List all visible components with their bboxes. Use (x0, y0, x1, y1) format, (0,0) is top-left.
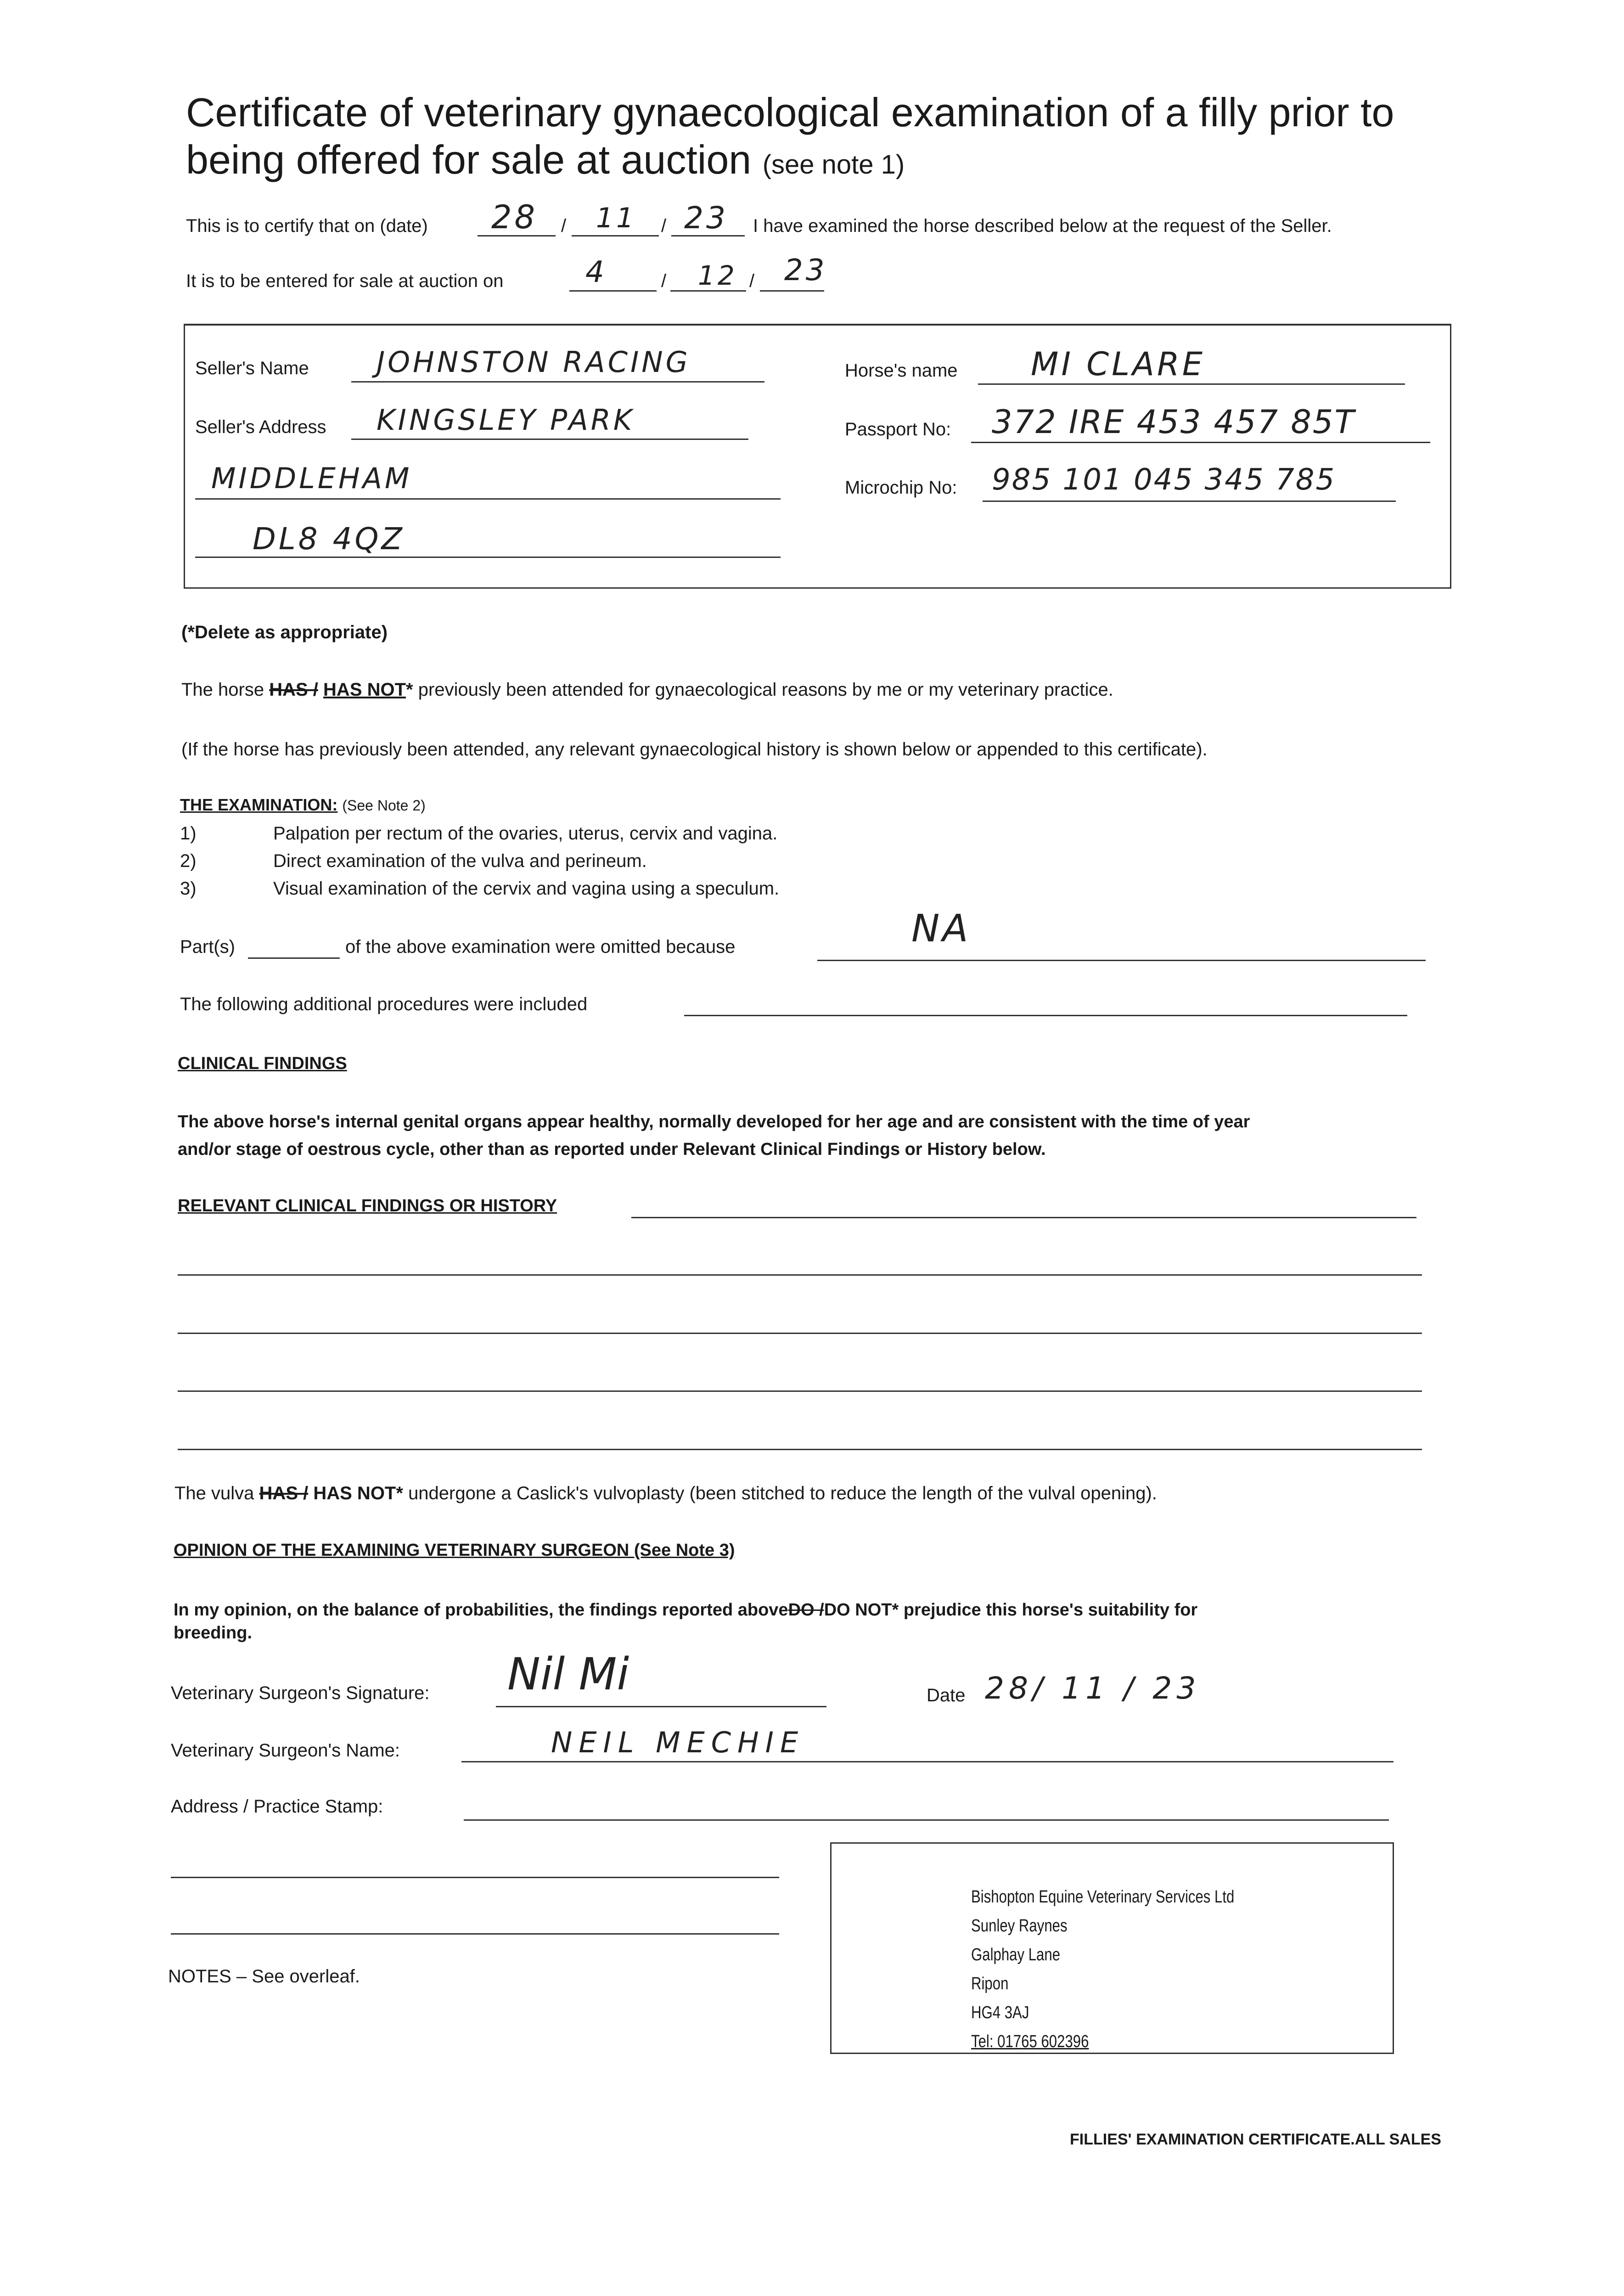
auction-year: 23 (784, 253, 827, 287)
stamp-line-2: Sunley Raynes (971, 1916, 1068, 1936)
vulva-prefix: The vulva (174, 1483, 254, 1503)
title-line-2 (186, 137, 905, 188)
practice-stamp-text (971, 1883, 1234, 2056)
parts-label: Part(s) (180, 937, 235, 957)
parts-line (248, 957, 340, 959)
vulva-star: * (396, 1483, 403, 1503)
horse-name-line (978, 383, 1405, 385)
date-value: 28/ 11 / 23 (985, 1671, 1201, 1706)
auction-day-line (569, 290, 657, 292)
address-line-2 (171, 1877, 779, 1878)
examination-heading-row (180, 795, 426, 815)
relevant-line-2 (178, 1333, 1422, 1334)
exam-item-2-text: Direct examination of the vulva and perineum. (273, 851, 647, 871)
exam-item-2-num: 2) (180, 851, 197, 871)
additional-label: The following additional procedures were included (180, 994, 588, 1014)
microchip-line (983, 501, 1396, 502)
omitted-line (817, 960, 1426, 961)
surgeon-name-line (461, 1761, 1394, 1762)
title-line-1: Certificate of veterinary gynaecological examination of a filly prior to (186, 90, 1394, 135)
seller-name-label: Seller's Name (195, 358, 309, 378)
stamp-line-3: Galphay Lane (971, 1945, 1061, 1964)
exam-item-3-num: 3) (180, 878, 197, 899)
date-label: Date (927, 1685, 966, 1705)
certify-suffix: I have examined the horse described below at the request of the Seller. (753, 216, 1332, 236)
certify-year: 23 (684, 200, 728, 236)
auction-sep-1: / (661, 271, 667, 291)
attended-struck: HAS / (269, 680, 318, 700)
attended-kept: HAS NOT (323, 680, 406, 700)
footer-text: FILLIES' EXAMINATION CERTIFICATE.ALL SALES (1070, 2131, 1441, 2148)
certify-month-line (572, 235, 659, 236)
certify-month: 11 (596, 202, 637, 234)
opinion-star: * (892, 1600, 899, 1620)
history-note: (If the horse has previously been attended, any relevant gynaecological history is shown below or appended to this certificate). (181, 739, 1208, 760)
exam-item-1-num: 1) (180, 823, 197, 844)
auction-sep-2: / (749, 271, 755, 291)
stamp-line-1: Bishopton Equine Veterinary Services Ltd (971, 1887, 1235, 1907)
relevant-heading: RELEVANT CLINICAL FINDINGS OR HISTORY (178, 1196, 557, 1216)
signature-value: Nil Mi (507, 1649, 629, 1700)
address-line-1 (464, 1819, 1389, 1821)
title-line-2-text: being offered for sale at auction (186, 137, 752, 182)
relevant-line-4 (178, 1449, 1422, 1450)
seller-address-line-3 (195, 557, 781, 558)
opinion-struck: DO / (788, 1600, 824, 1620)
attended-suffix: previously been attended for gynaecological reasons by me or my veterinary practice. (418, 680, 1113, 700)
vulva-statement (174, 1483, 1157, 1504)
delete-note: (*Delete as appropriate) (181, 622, 388, 642)
title-note: (see note 1) (762, 150, 905, 180)
seller-address-value-1: KINGSLEY PARK (376, 403, 635, 437)
opinion-kept: DO NOT (824, 1600, 892, 1620)
auction-day: 4 (585, 255, 607, 289)
stamp-line-5: HG4 3AJ (971, 2003, 1029, 2022)
signature-line (496, 1706, 826, 1707)
omitted-label: of the above examination were omitted because (345, 937, 736, 957)
omitted-value: NA (911, 907, 971, 951)
clinical-statement-2: and/or stage of oestrous cycle, other than as reported under Relevant Clinical Findings or History below. (178, 1140, 1046, 1159)
address-line-3 (171, 1933, 779, 1935)
microchip-label: Microchip No: (845, 478, 957, 498)
vulva-suffix: undergone a Caslick's vulvoplasty (been stitched to reduce the length of the vulval opening). (408, 1483, 1157, 1503)
passport-line (971, 442, 1430, 443)
address-stamp-label: Address / Practice Stamp: (171, 1796, 383, 1817)
vulva-struck: HAS / (259, 1483, 309, 1503)
attended-prefix: The horse (181, 680, 264, 700)
seller-address-line-2 (195, 498, 781, 500)
stamp-line-4: Ripon (971, 1974, 1009, 1993)
examination-note: (See Note 2) (342, 797, 426, 814)
surgeon-name-label: Veterinary Surgeon's Name: (171, 1740, 400, 1761)
opinion-line-2: breeding. (174, 1623, 253, 1643)
seller-address-line-1 (351, 439, 748, 440)
horse-name-value: MI CLARE (1031, 345, 1205, 383)
horse-name-label: Horse's name (845, 360, 958, 381)
auction-prefix: It is to be entered for sale at auction on (186, 271, 504, 291)
passport-value: 372 IRE 453 457 85T (992, 403, 1356, 441)
additional-line (684, 1015, 1407, 1016)
relevant-line-0 (631, 1217, 1416, 1218)
certify-sep-2: / (661, 216, 667, 236)
clinical-heading: CLINICAL FINDINGS (178, 1054, 347, 1073)
seller-address-label: Seller's Address (195, 417, 326, 437)
examination-heading: THE EXAMINATION: (180, 795, 338, 814)
clinical-statement-1: The above horse's internal genital organs appear healthy, normally developed for her age and are consistent with the time of year (178, 1112, 1250, 1131)
certify-sep-1: / (561, 216, 567, 236)
signature-label: Veterinary Surgeon's Signature: (171, 1683, 430, 1703)
opinion-heading: OPINION OF THE EXAMINING VETERINARY SURGEON (See Note 3) (174, 1541, 735, 1560)
attended-star: * (406, 680, 413, 700)
auction-month: 12 (698, 260, 737, 291)
certify-prefix: This is to certify that on (date) (186, 216, 428, 236)
seller-address-value-2: MIDDLEHAM (211, 461, 412, 495)
attended-statement (181, 680, 1113, 700)
relevant-line-1 (178, 1274, 1422, 1276)
seller-name-line (351, 381, 764, 383)
stamp-line-6: Tel: 01765 602396 (971, 2032, 1089, 2051)
surgeon-name-value: NEIL MECHIE (551, 1726, 805, 1759)
passport-label: Passport No: (845, 419, 951, 439)
exam-item-3-text: Visual examination of the cervix and vagina using a speculum. (273, 878, 780, 899)
relevant-line-3 (178, 1390, 1422, 1392)
auction-year-line (760, 290, 824, 292)
certify-day: 28 (491, 198, 538, 236)
microchip-value: 985 101 045 345 785 (992, 463, 1336, 497)
opinion-prefix: In my opinion, on the balance of probabilities, the findings reported above (174, 1600, 788, 1620)
seller-name-value: JOHNSTON RACING (376, 345, 691, 379)
seller-address-value-3: DL8 4QZ (253, 521, 405, 557)
opinion-statement (174, 1600, 1197, 1620)
exam-item-1-text: Palpation per rectum of the ovaries, uterus, cervix and vagina. (273, 823, 778, 844)
notes-text: NOTES – See overleaf. (168, 1966, 360, 1986)
vulva-kept: HAS NOT (313, 1483, 396, 1503)
opinion-suffix: prejudice this horse's suitability for (903, 1600, 1198, 1620)
